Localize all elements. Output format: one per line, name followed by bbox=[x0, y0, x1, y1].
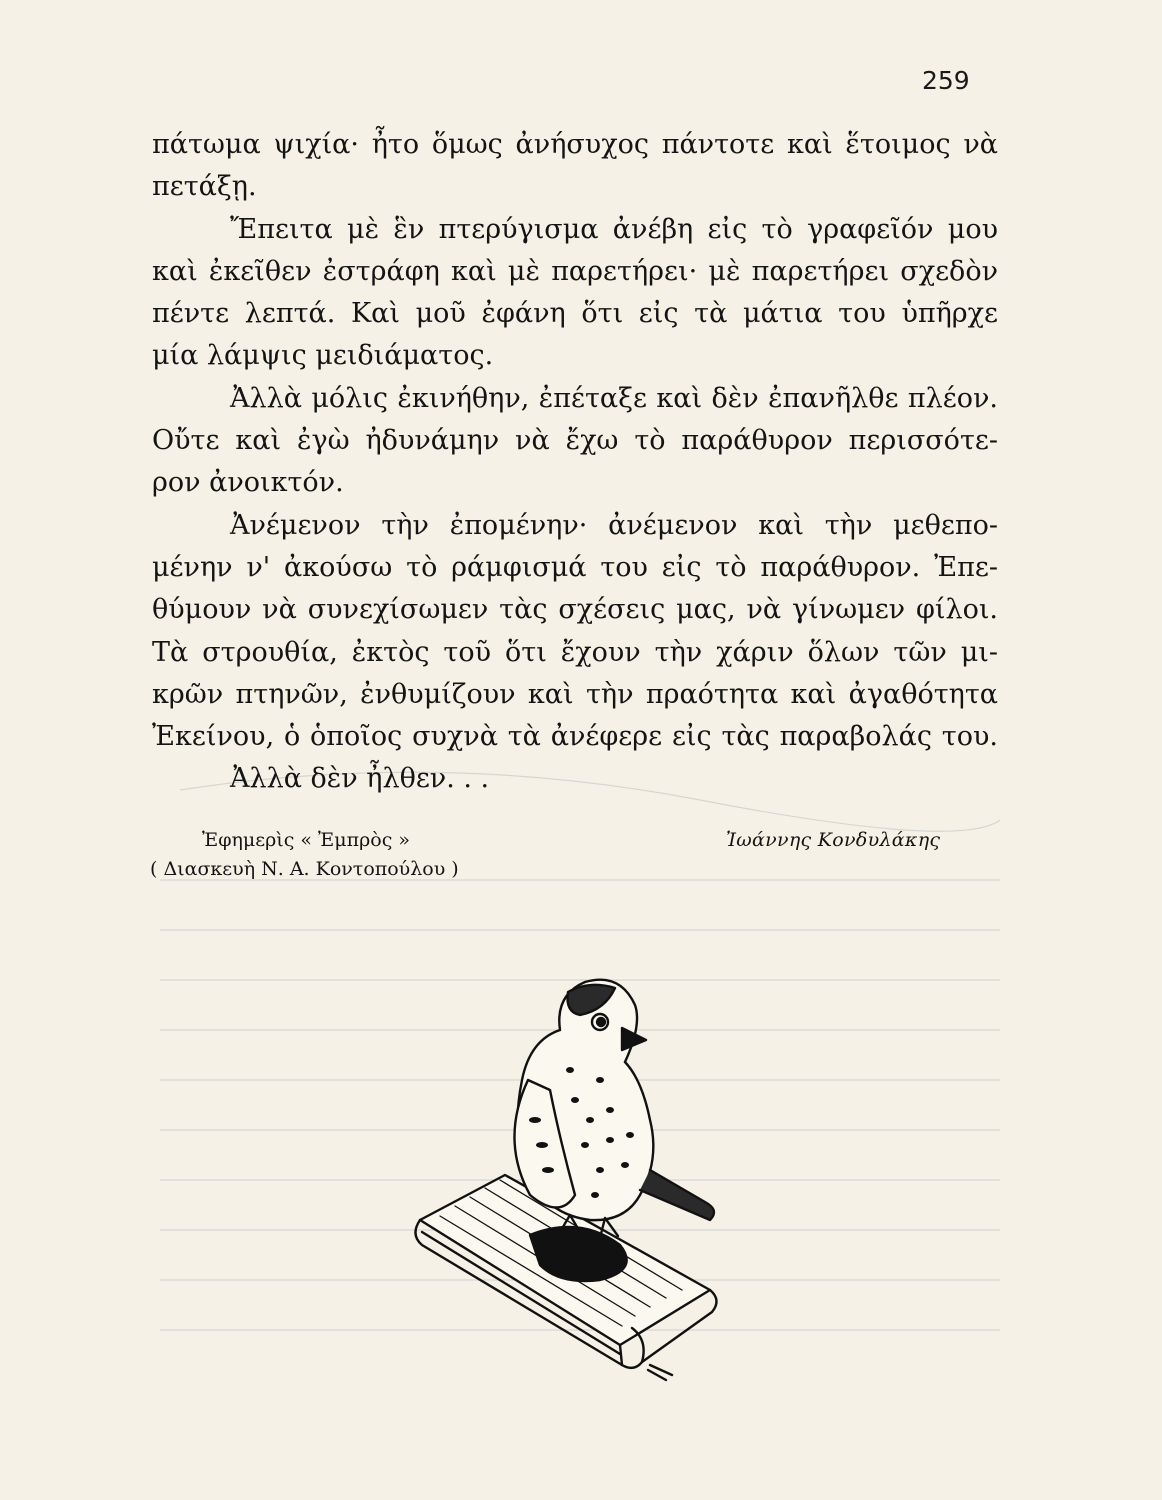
text-line: Ἔπειτα μὲ ἓν πτερύγισμα ἀνέβη εἰς τὸ γραφεῖόν μου bbox=[230, 213, 998, 245]
text-line: πέντε λεπτά. Καὶ μοῦ ἐφάνη ὅτι εἰς τὰ μάτια του ὑπῆρχε bbox=[152, 298, 998, 330]
text-line: πάτωμα ψιχία· ἦτο ὅμως ἀνήσυχος πάντοτε καὶ ἕτοιμος νὰ bbox=[152, 129, 998, 160]
newspaper-source: Ἐφημερὶς « Ἐμπρὸς » bbox=[202, 829, 411, 851]
source-credit bbox=[150, 826, 459, 884]
text-line: κρῶν πτηνῶν, ἐνθυμίζουν καὶ τὴν πραότητα καὶ ἀγαθότητα bbox=[152, 678, 998, 710]
text-line: Ἐκείνου, ὁ ὁποῖος συχνὰ τὰ ἀνέφερε εἰς τὰς παραβολάς του. bbox=[152, 721, 998, 753]
page-number: 259 bbox=[922, 66, 970, 95]
body-text bbox=[152, 124, 998, 801]
text-line: μία λάμψις μειδιάματος. bbox=[152, 340, 494, 372]
text-line: Ἀνέμενον τὴν ἐπομένην· ἀνέμενον καὶ τὴν μεθεπο- bbox=[230, 509, 998, 541]
sparrow-illustration bbox=[410, 970, 740, 1390]
text-line: ρον ἀνοικτόν. bbox=[152, 467, 344, 499]
text-line: Τὰ στρουθία, ἐκτὸς τοῦ ὅτι ἔχουν τὴν χάριν ὅλων τῶν μι- bbox=[152, 636, 998, 668]
text-line: Ἀλλὰ μόλις ἐκινήθην, ἐπέταξε καὶ δὲν ἐπανῆλθε πλέον. bbox=[230, 382, 998, 414]
text-line: καὶ ἐκεῖθεν ἐστράφη καὶ μὲ παρετήρει· μὲ παρετήρει σχεδὸν bbox=[152, 255, 998, 287]
author-name: Ἰωάννης Κονδυλάκης bbox=[726, 829, 941, 851]
text-line: θύμουν νὰ συνεχίσωμεν τὰς σχέσεις μας, νὰ γίνωμεν φίλοι. bbox=[152, 594, 998, 626]
text-line: πετάξῃ. bbox=[152, 171, 257, 203]
adaptation-credit: ( Διασκευὴ Ν. Α. Κοντοπούλου ) bbox=[150, 858, 459, 880]
text-line: Οὔτε καὶ ἐγὼ ἠδυνάμην νὰ ἔχω τὸ παράθυρον περισσότε- bbox=[152, 425, 998, 457]
text-line: Ἀλλὰ δὲν ἦλθεν. . . bbox=[230, 763, 490, 795]
text-line: μένην ν' ἀκούσω τὸ ράμφισμά του εἰς τὸ παράθυρον. Ἐπε- bbox=[152, 551, 998, 583]
